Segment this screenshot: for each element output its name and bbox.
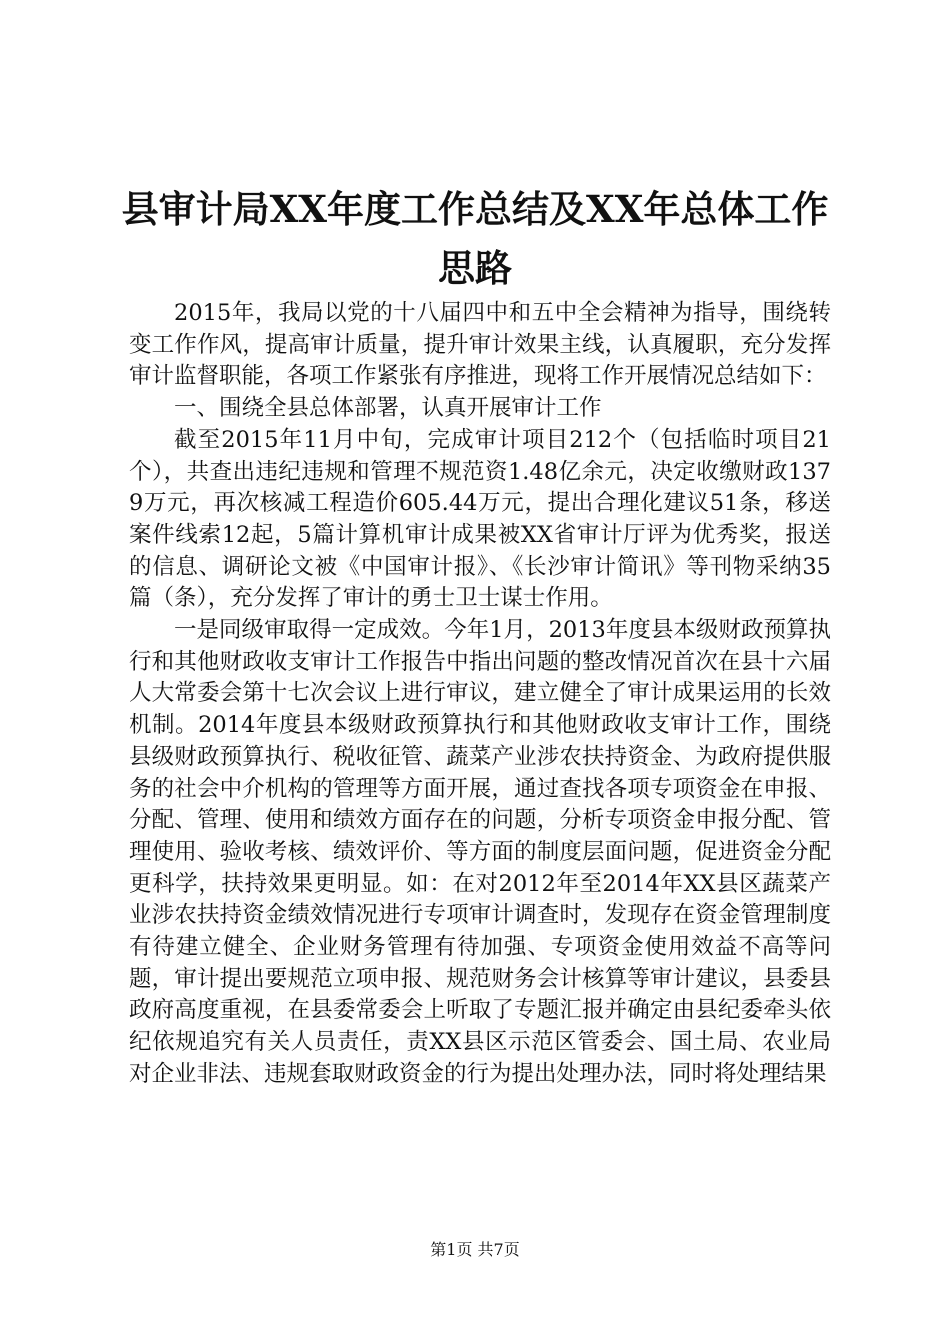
paragraph-summary: 截至2015年11月中旬，完成审计项目212个（包括临时项目21个），共查出违纪违规和管理不规范资1.48亿余元，决定收缴财政1379万元，再次核减工程造价605.44万元，提出合理化建议51条，移送案件线索12起，5篇计算机审计成果被XX省审计厅评为优秀奖，报送的信息、调研论文被《中国审计报》、《长沙审计简讯》等刊物采纳35篇（条），充分发挥了审计的勇士卫士谋士作用。 (129, 426, 831, 612)
section-heading-1: 一、围绕全县总体部署，认真开展审计工作 (174, 395, 602, 422)
document-title: 县审计局XX年度工作总结及XX年总体工作思路 (121, 187, 829, 290)
page-footer: 第1页 共7页 (430, 1240, 520, 1259)
paragraph-intro: 2015年，我局以党的十八届四中和五中全会精神为指导，围绕转变工作作风，提高审计质量，提升审计效果主线，认真履职，充分发挥审计监督职能，各项工作紧张有序推进，现将工作开展情况总结如下： (129, 300, 831, 390)
document-body (129, 298, 831, 1091)
paragraph-item-1: 一是同级审取得一定成效。今年1月，2013年度县本级财政预算执行和其他财政收支审计工作报告中指出问题的整改情况首次在县十六届人大常委会第十七次会议上进行审议，建立健全了审计成果运用的长效机制。2014年度县本级财政预算执行和其他财政收支审计工作，围绕县级财政预算执行、税收征管、蔬菜产业涉农扶持资金、为政府提供服务的社会中介机构的管理等方面开展，通过查找各项专项资金在申报、分配、管理、使用和绩效方面存在的问题，分析专项资金申报分配、管理使用、验收考核、绩效评价、等方面的制度层面问题，促进资金分配更科学，扶持效果更明显。如：在对2012年至2014年XX县区蔬菜产业涉农扶持资金绩效情况进行专项审计调查时，发现存在资金管理制度有待建立健全、企业财务管理有待加强、专项资金使用效益不高等问题，审计提出要规范立项申报、规范财务会计核算等审计建议，县委县政府高度重视，在县委常委会上听取了专题汇报并确定由县纪委牵头依纪依规追究有关人员责任，责XX县区示范区管委会、国土局、农业局对企业非法、违规套取财政资金的行为提出处理办法，同时将处理结果 (129, 617, 831, 1087)
